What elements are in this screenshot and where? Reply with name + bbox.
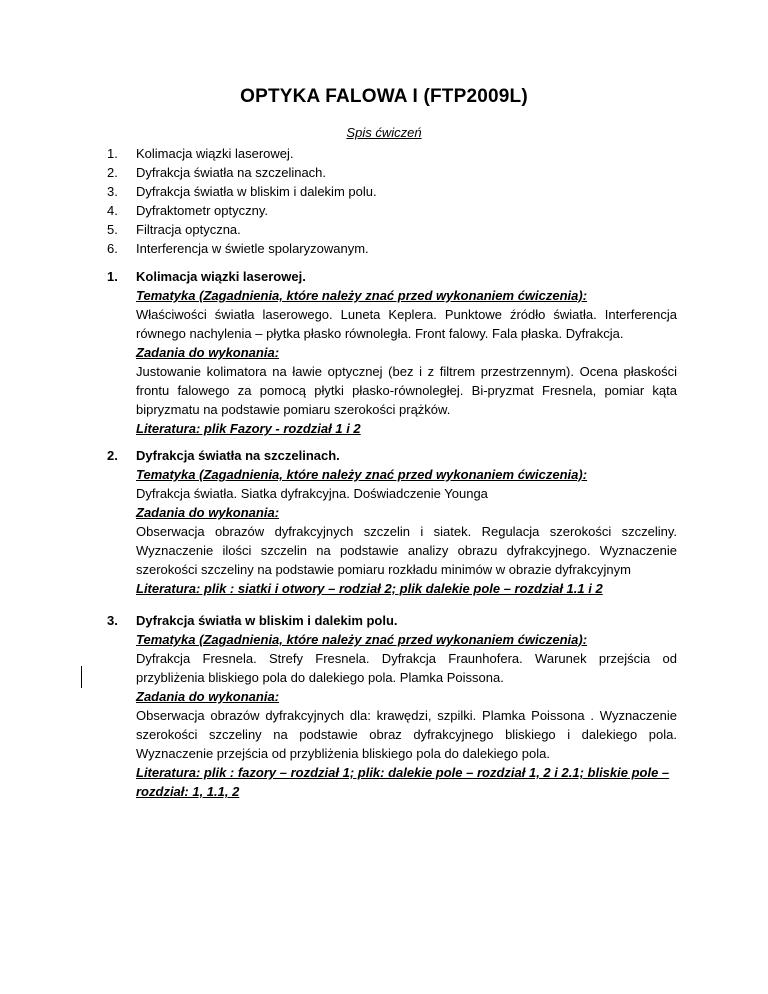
section-number: 1. bbox=[107, 269, 118, 284]
toc-item-label: Dyfrakcja światła w bliskim i dalekim polu. bbox=[136, 184, 377, 199]
tasks-text: Obserwacja obrazów dyfrakcyjnych dla: krawędzi, szpilki. Plamka Poissona . Wyznaczenie szerokości szczeliny na podstawie obraz dyfrakcyjnego bliskiego i dalekiego pola. Wyznaczenie przejścia od przybliżenia bliskiego pola do dalekiego pola. bbox=[136, 708, 677, 761]
topics-label: Tematyka (Zagadnienia, które należy znać przed wykonaniem ćwiczenia): bbox=[136, 288, 588, 303]
section-title-text: Dyfrakcja światła na szczelinach. bbox=[136, 448, 340, 463]
toc-item bbox=[107, 201, 377, 220]
section-number: 3. bbox=[107, 613, 118, 628]
toc-item-number: 2. bbox=[107, 165, 118, 180]
tasks-text: Obserwacja obrazów dyfrakcyjnych szczelin i siatek. Regulacja szerokości szczeliny. Wyznaczenie ilości szczelin na podstawie analizy obrazu dyfrakcyjnego. Wyznaczenie szerokości szczeliny na podstawie pomiaru rozkładu minimów w obrazie dyfrakcyjnym bbox=[136, 524, 677, 577]
document-title: OPTYKA FALOWA I (FTP2009L) bbox=[240, 86, 528, 107]
toc-item-number: 3. bbox=[107, 184, 118, 199]
toc-item-number: 1. bbox=[107, 146, 118, 161]
toc-item-number: 4. bbox=[107, 203, 118, 218]
toc-item-label: Dyfrakcja światła na szczelinach. bbox=[136, 165, 327, 180]
section-body bbox=[136, 286, 677, 438]
tasks-label: Zadania do wykonania: bbox=[136, 689, 280, 704]
exercise-section-1 bbox=[107, 268, 677, 438]
literature-label: Literatura: plik : siatki i otwory – rodział 2; plik dalekie pole – rozdział 1.1 i 2 bbox=[136, 581, 603, 596]
toc-item-label: Interferencja w świetle spolaryzowanym. bbox=[136, 241, 369, 256]
toc-item bbox=[107, 220, 377, 239]
section-title-text: Dyfrakcja światła w bliskim i dalekim polu. bbox=[136, 613, 398, 628]
toc-heading: Spis ćwiczeń bbox=[346, 125, 422, 140]
section-title-text: Kolimacja wiązki laserowej. bbox=[136, 269, 306, 284]
table-of-contents bbox=[107, 144, 377, 258]
section-title bbox=[107, 447, 677, 465]
section-number: 2. bbox=[107, 448, 118, 463]
section-body bbox=[136, 630, 677, 801]
toc-item bbox=[107, 163, 377, 182]
topics-label: Tematyka (Zagadnienia, które należy znać przed wykonaniem ćwiczenia): bbox=[136, 467, 588, 482]
tasks-label: Zadania do wykonania: bbox=[136, 345, 280, 360]
toc-item bbox=[107, 144, 377, 163]
literature-label: Literatura: plik Fazory - rozdział 1 i 2 bbox=[136, 421, 361, 436]
topics-text: Właściwości światła laserowego. Luneta Keplera. Punktowe źródło światła. Interferencja równego nachylenia – płytka płasko równoległa. Front falowy. Fala płaska. Dyfrakcja. bbox=[136, 307, 677, 341]
topics-label: Tematyka (Zagadnienia, które należy znać przed wykonaniem ćwiczenia): bbox=[136, 632, 588, 647]
toc-item-number: 5. bbox=[107, 222, 118, 237]
literature-label: Literatura: plik : fazory – rozdział 1; plik: dalekie pole – rozdział 1, 2 i 2.1; bliskie pole – rozdział: 1, 1.1, 2 bbox=[136, 765, 670, 799]
section-title bbox=[107, 612, 677, 630]
tasks-label: Zadania do wykonania: bbox=[136, 505, 280, 520]
toc-item-label: Kolimacja wiązki laserowej. bbox=[136, 146, 294, 161]
toc-item-label: Filtracja optyczna. bbox=[136, 222, 241, 237]
topics-text: Dyfrakcja Fresnela. Strefy Fresnela. Dyfrakcja Fraunhofera. Warunek przejścia od przybliżenia bliskiego pola do dalekiego pola. Plamka Poissona. bbox=[136, 651, 677, 685]
toc-item-label: Dyfraktometr optyczny. bbox=[136, 203, 268, 218]
toc-item bbox=[107, 239, 377, 258]
exercise-section-2 bbox=[107, 447, 677, 598]
toc-item bbox=[107, 182, 377, 201]
topics-text: Dyfrakcja światła. Siatka dyfrakcyjna. Doświadczenie Younga bbox=[136, 486, 488, 501]
section-body bbox=[136, 465, 677, 598]
exercise-section-3 bbox=[107, 612, 677, 801]
toc-item-number: 6. bbox=[107, 241, 118, 256]
text-cursor-mark bbox=[81, 666, 82, 688]
section-title bbox=[107, 268, 677, 286]
tasks-text: Justowanie kolimatora na ławie optycznej (bez i z filtrem przestrzennym). Ocena płaskości frontu falowego za pomocą płytki płasko-równoległej. Bi-pryzmat Fresnela, pomiar kąta bipryzmatu na podstawie pomiaru szerokości prążków. bbox=[136, 364, 677, 417]
